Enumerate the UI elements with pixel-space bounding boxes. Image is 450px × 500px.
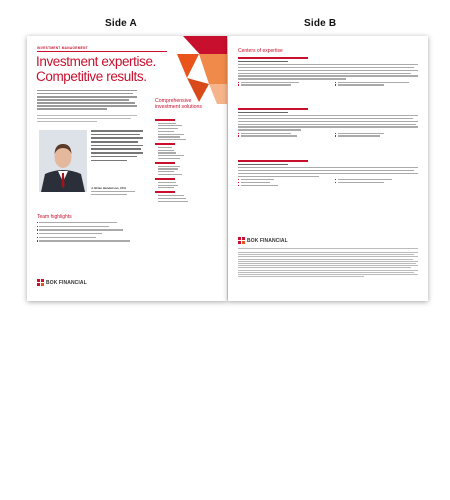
section-strategic-advisory [238, 57, 418, 87]
solutions-heading: Comprehensive investment solutions [155, 98, 202, 110]
portrait-title [91, 191, 146, 196]
disclaimer-text [238, 252, 418, 278]
pull-quote [91, 130, 143, 163]
headline [36, 55, 186, 84]
side-a-label: Side A [105, 18, 137, 29]
section-alternative-investments [238, 160, 418, 187]
logo-text-b: BOK FINANCIAL [247, 237, 288, 244]
bok-financial-logo-b [238, 237, 288, 244]
team-highlights-list [39, 222, 134, 244]
solutions-list [155, 116, 217, 203]
eyebrow-rule [37, 51, 167, 52]
portrait-name: J. Brian Henderson, CFA [91, 186, 127, 190]
intro-paragraph [37, 90, 137, 124]
bok-logo-icon [37, 279, 44, 286]
headline-line-1: Investment expertise. [36, 54, 156, 69]
team-highlights-heading: Team highlights [37, 214, 72, 220]
side-b-page [228, 36, 428, 301]
section-investment-management [238, 108, 418, 138]
bok-financial-logo [37, 279, 87, 286]
bok-logo-icon [238, 237, 245, 244]
eyebrow-text: INVESTMENT MANAGEMENT [37, 46, 88, 50]
geometric-brand-graphic [169, 36, 227, 104]
headline-line-2: Competitive results. [36, 68, 147, 84]
side-b-label: Side B [304, 18, 337, 29]
centers-heading: Centers of expertise [238, 48, 283, 54]
side-a-page [27, 36, 227, 301]
logo-text: BOK FINANCIAL [46, 279, 87, 286]
executive-portrait-photo [39, 130, 87, 192]
disclaimer-rule [238, 248, 418, 249]
